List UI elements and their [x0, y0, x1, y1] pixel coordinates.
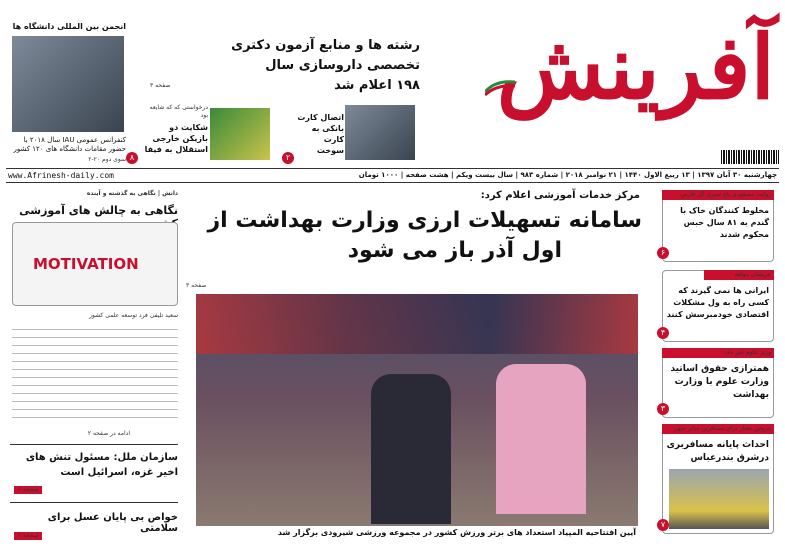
teaser1-photo: [345, 105, 415, 160]
left-item3[interactable]: خواص بی پایان عسل برای سلامتی: [47, 512, 178, 534]
left-body-text: [12, 324, 178, 424]
right-item-1-label: روایت مسعودی باغ منبری گل فارس: [662, 190, 774, 200]
left-divider: [10, 502, 178, 503]
right-item-2-label: عربشان مولفه: [704, 270, 774, 280]
photo-figure: [496, 364, 586, 514]
photo-banner: [196, 294, 638, 354]
left-image: [12, 222, 178, 306]
main-photo-caption: آیین افتتاحیه المپیاد استعداد های برتر ورزش کشور در مجموعه ورزشی شیرودی برگزار شد: [277, 528, 636, 537]
bottom-rule: [6, 182, 779, 183]
right-item-3[interactable]: [662, 348, 774, 418]
main-kicker: مرکز خدمات آموزشی اعلام کرد:: [480, 190, 640, 201]
masthead: [455, 0, 785, 178]
right-item-4-label: پتروس معیار برای مسافرین سایر شهر: [662, 424, 774, 434]
main-photo: [196, 294, 638, 526]
top-rule: [6, 168, 779, 169]
feature-page-ref: سوی دوم ۲۰-۲: [88, 156, 126, 163]
top-headline[interactable]: [180, 36, 420, 96]
main-headline-line1: سامانه تسهیلات ارزی وزارت بهداشت از: [207, 208, 642, 233]
right-item-1-text: مخلوط کنندگان خاک با گندم به ۸۱ سال حبس محکوم شدند: [680, 206, 769, 239]
right-item-1-num: ۶: [657, 247, 669, 259]
barcode-icon: [721, 150, 779, 164]
left-more-link[interactable]: ادامه در صفحه ۲: [87, 430, 130, 437]
top-headline-page-ref: صفحه ۳: [150, 82, 171, 89]
left-headline[interactable]: نگاهی به چالش های آموزشی: [19, 204, 178, 217]
website-url[interactable]: www.Afrinesh-daily.com: [8, 171, 114, 180]
main-page-ref: صفحه ۳: [186, 282, 207, 289]
teaser2-kicker: درخواستی که که شایعه بود: [149, 104, 208, 119]
right-item-4-text: احداث پایانه مسافربری درشرق بندرعباس: [666, 440, 769, 463]
left-item2[interactable]: سازمان ملل: مسئول تنش های اخیر غزه، اسرائیل است: [25, 452, 178, 478]
top-headline-line1: رشته ها و منابع آزمون دکتری تخصصی داروسازی سال: [231, 38, 420, 73]
main-headline[interactable]: [180, 206, 642, 266]
flag-ribbon-icon: [485, 78, 515, 96]
right-item-3-text: همترازی حقوق اساتید وزارت علوم با وزارت بهداشت: [670, 364, 769, 400]
teaser2-text[interactable]: شکایت دو بازیکن خارجی استقلال به فیفا: [144, 123, 208, 154]
feature-title: انجمن بین المللی دانشگاه ها: [12, 22, 126, 31]
issue-line: چهارشنبه ۳۰ آبان ۱۳۹۷ | ۱۳ ربیع الاول ۱۴۴۰ | ۲۱ نوامبر ۲۰۱۸ | شماره ۹۸۳ | سال بیست ویکم | هشت صفحه | ۱۰۰۰ تومان: [358, 171, 777, 179]
top-headline-line2: ۱۹۸ اعلام شد: [334, 78, 420, 93]
left-image-word: MOTIVATION: [33, 255, 139, 273]
main-headline-line2: اول آذر باز می شود: [347, 238, 562, 263]
left-byline: سعید تلیفی فرد توسعه علمی کشور: [89, 312, 178, 319]
photo-figure: [371, 374, 451, 524]
newspaper-logo: آفرینش: [496, 15, 775, 119]
feature-caption: کنفرانس عمومی IAU سال ۲۰۱۸ با حضور مقامات دانشگاه های ۱۲۰ کشور: [13, 136, 126, 153]
right-item-1[interactable]: [662, 190, 774, 262]
left-kicker: دانش | نگاهی به گذشته و آینده: [86, 190, 178, 197]
teaser1-page-num: ۲: [282, 152, 294, 164]
right-item-2-text: ایرانی ها نمی گیرند که کسی راه به ول مشکلات اقتصادی خودمبرسش کنند: [666, 286, 769, 319]
left-divider: [10, 444, 178, 445]
top-left-feature[interactable]: [10, 22, 126, 165]
teaser2-photo: [210, 108, 270, 160]
teaser1-text[interactable]: اتصال کارت بانکی به کارت سوخت: [297, 113, 344, 155]
left-item3-ref: صفحه ۲: [14, 532, 42, 540]
right-item-4[interactable]: [662, 424, 774, 534]
right-item-4-photo: [669, 469, 769, 529]
feature-photo: [12, 36, 124, 132]
teaser2-page-num: ۸: [126, 152, 138, 164]
right-item-3-label: وزیر علوم خبر داد:: [662, 348, 774, 358]
right-item-2[interactable]: [662, 270, 774, 342]
right-item-2-num: ۴: [657, 327, 669, 339]
right-item-4-num: ۷: [657, 519, 669, 531]
right-item-3-num: ۳: [657, 403, 669, 415]
left-item2-ref: صفحه ۲: [14, 486, 42, 494]
